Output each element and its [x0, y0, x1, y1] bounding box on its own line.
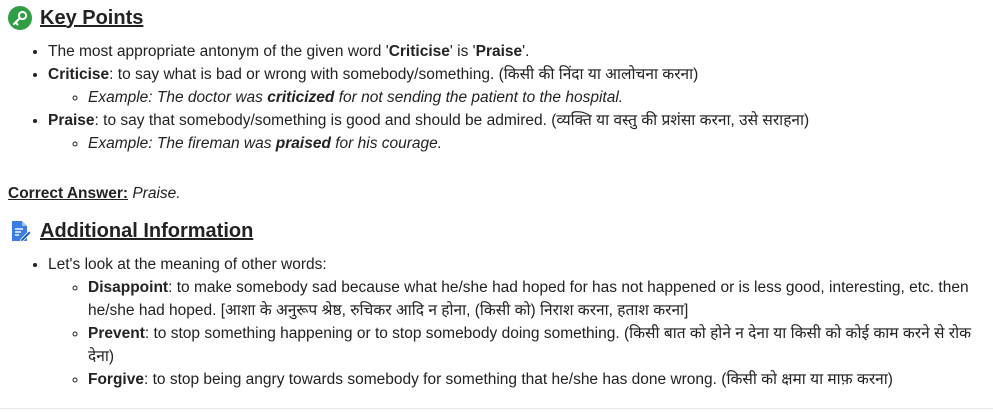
term-forgive: Forgive — [88, 371, 144, 388]
additional-info-heading — [8, 213, 983, 249]
example-list — [48, 86, 983, 109]
list-item — [48, 40, 983, 63]
definition-prevent: : to stop something happening or to stop somebody doing something. (किसी बात को होने न देना या किसी को कोई काम करने से रोक देना) — [88, 325, 972, 365]
term-criticise: Criticise — [48, 66, 110, 83]
bottom-divider — [0, 408, 993, 409]
correct-answer-value: Praise. — [132, 185, 181, 202]
correct-answer-label: Correct Answer: — [8, 185, 129, 202]
solution-content — [8, 0, 983, 391]
definition-disappoint: : to make somebody sad because what he/she had hoped for has not happened or is less good, interesting, etc. then he/she had hoped. [आशा के अनुरूप श्रेष्ठ, रुचिकर आदि न होना, (किसी को) निराश करना, हताश करना] — [88, 279, 969, 319]
key-points-heading — [8, 0, 983, 36]
term-praise: Praise — [48, 112, 95, 129]
example-text-pre: Example: The fireman was — [88, 135, 276, 152]
additional-info-intro: Let's look at the meaning of other words: — [48, 256, 327, 273]
list-item — [48, 253, 983, 391]
term-disappoint: Disappoint — [88, 279, 169, 296]
definition-criticise: : to say what is bad or wrong with somebody/something. (किसी की निंदा या आलोचना करना) — [109, 66, 699, 83]
antonym-text-pre: The most appropriate antonym of the given word ' — [48, 43, 389, 60]
key-points-list — [8, 40, 983, 155]
list-item — [48, 63, 983, 109]
antonym-text-post: '. — [522, 43, 530, 60]
antonym-answer: Praise — [475, 43, 523, 60]
list-item — [88, 322, 983, 368]
example-list — [48, 132, 983, 155]
given-word: Criticise — [388, 43, 450, 60]
other-words-list — [48, 276, 983, 391]
definition-praise: : to say that somebody/something is good and should be admired. (व्यक्ति या वस्तु की प्रशंसा करना, उसे सराहना) — [94, 112, 810, 129]
definition-forgive: : to stop being angry towards somebody for something that he/she has done wrong. (किसी को क्षमा या माफ़ करना) — [143, 371, 893, 388]
list-item — [88, 368, 983, 391]
example-text-pre: Example: The doctor was — [88, 89, 268, 106]
key-points-title: Key Points — [40, 6, 144, 29]
antonym-text-mid: ' is ' — [449, 43, 476, 60]
term-prevent: Prevent — [88, 325, 145, 342]
additional-info-list — [8, 253, 983, 391]
correct-answer — [8, 183, 983, 205]
example-text-post: for his courage. — [330, 135, 443, 152]
example-text-post: for not sending the patient to the hospital. — [334, 89, 624, 106]
additional-info-title: Additional Information — [40, 219, 254, 242]
example-keyword: criticized — [267, 89, 335, 106]
example-keyword: praised — [275, 135, 331, 152]
list-item — [48, 109, 983, 155]
example-item — [88, 132, 983, 155]
example-item — [88, 86, 983, 109]
key-icon — [8, 6, 32, 30]
list-item — [88, 276, 983, 322]
document-pencil-icon — [8, 219, 32, 243]
